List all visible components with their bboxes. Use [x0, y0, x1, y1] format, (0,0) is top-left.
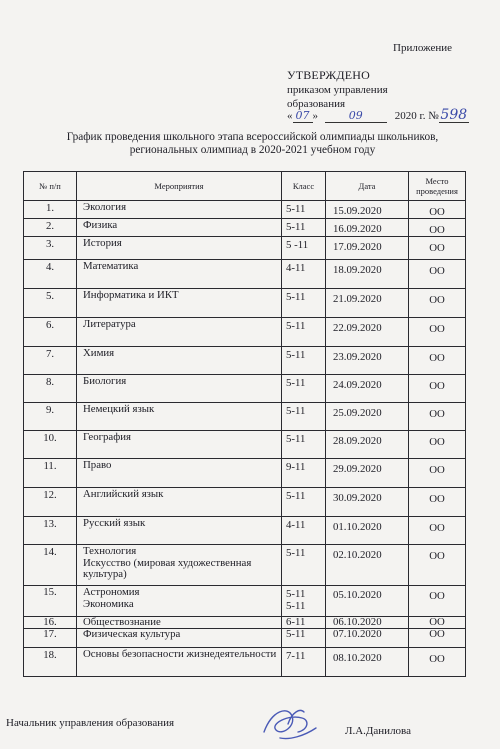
row-date: 24.09.2020 [326, 375, 409, 403]
row-place: ОО [409, 219, 466, 237]
signer-name: Л.А.Данилова [345, 725, 411, 737]
row-number: 2. [24, 219, 77, 237]
table-row [24, 201, 466, 219]
row-place: ОО [409, 403, 466, 431]
row-number: 5. [24, 289, 77, 318]
row-grade: 5-11 [282, 629, 326, 648]
row-place: ОО [409, 289, 466, 318]
table-row [24, 403, 466, 431]
row-event: Астрономия Экономика [77, 586, 282, 617]
order-line-2: образования [287, 98, 346, 110]
row-number: 15. [24, 586, 77, 617]
row-grade: 5-11 [282, 347, 326, 375]
row-place: ОО [409, 586, 466, 617]
appendix-label: Приложение [393, 42, 453, 54]
table-row [24, 347, 466, 375]
row-number: 13. [24, 517, 77, 545]
signature-image [258, 702, 322, 744]
row-grade: 5-11 [282, 545, 326, 586]
row-event: География [77, 431, 282, 459]
row-date: 16.09.2020 [326, 219, 409, 237]
row-date: 18.09.2020 [326, 260, 409, 289]
table-row [24, 237, 466, 260]
table-row [24, 629, 466, 648]
row-grade: 5-11 [282, 289, 326, 318]
date-year-suffix: 2020 г. № [394, 110, 439, 122]
row-number: 6. [24, 318, 77, 347]
row-place: ОО [409, 545, 466, 586]
table-row [24, 517, 466, 545]
row-grade: 5-11 [282, 318, 326, 347]
table-row [24, 431, 466, 459]
row-date: 23.09.2020 [326, 347, 409, 375]
row-event: Литература [77, 318, 282, 347]
row-date: 28.09.2020 [326, 431, 409, 459]
row-place: ОО [409, 318, 466, 347]
schedule-table [23, 171, 466, 677]
row-event: История [77, 237, 282, 260]
row-grade: 5 -11 [282, 237, 326, 260]
row-place: ОО [409, 648, 466, 677]
row-date: 21.09.2020 [326, 289, 409, 318]
table-header-row [24, 172, 466, 201]
row-place: ОО [409, 201, 466, 219]
row-date: 05.10.2020 [326, 586, 409, 617]
row-event: Право [77, 459, 282, 488]
table-row [24, 545, 466, 586]
row-place: ОО [409, 488, 466, 517]
row-grade: 5-11 [282, 431, 326, 459]
order-date-line [287, 109, 469, 123]
row-event: Английский язык [77, 488, 282, 517]
row-number: 16. [24, 617, 77, 629]
row-place: ОО [409, 617, 466, 629]
row-date: 17.09.2020 [326, 237, 409, 260]
row-number: 14. [24, 545, 77, 586]
table-row [24, 375, 466, 403]
order-line-1: приказом управления [287, 84, 388, 96]
signer-title: Начальник управления образования [6, 717, 175, 729]
row-event: Химия [77, 347, 282, 375]
row-place: ОО [409, 431, 466, 459]
row-number: 12. [24, 488, 77, 517]
row-date: 29.09.2020 [326, 459, 409, 488]
date-day: 07 [293, 109, 313, 123]
table-row [24, 648, 466, 677]
row-date: 22.09.2020 [326, 318, 409, 347]
row-number: 10. [24, 431, 77, 459]
row-event: Физика [77, 219, 282, 237]
header-grade: Класс [282, 172, 326, 201]
date-month: 09 [325, 109, 387, 123]
row-event: Экология [77, 201, 282, 219]
row-event: Технология Искусство (мировая художественная культура) [77, 545, 282, 586]
row-place: ОО [409, 347, 466, 375]
row-place: ОО [409, 237, 466, 260]
row-place: ОО [409, 629, 466, 648]
table-row [24, 289, 466, 318]
table-row [24, 459, 466, 488]
row-grade: 5-11 [282, 201, 326, 219]
header-number: № п/п [24, 172, 77, 201]
row-event: Математика [77, 260, 282, 289]
row-event: Обществознание [77, 617, 282, 629]
row-grade: 5-11 5-11 [282, 586, 326, 617]
table-row [24, 488, 466, 517]
row-grade: 7-11 [282, 648, 326, 677]
row-event: Основы безопасности жизнедеятельности [77, 648, 282, 677]
row-date: 06.10.2020 [326, 617, 409, 629]
row-date: 25.09.2020 [326, 403, 409, 431]
row-number: 1. [24, 201, 77, 219]
row-place: ОО [409, 260, 466, 289]
row-grade: 4-11 [282, 517, 326, 545]
date-close-quote: » [312, 110, 318, 122]
row-number: 7. [24, 347, 77, 375]
row-event: Русский язык [77, 517, 282, 545]
row-place: ОО [409, 517, 466, 545]
row-date: 08.10.2020 [326, 648, 409, 677]
row-date: 07.10.2020 [326, 629, 409, 648]
header-date: Дата [326, 172, 409, 201]
row-number: 4. [24, 260, 77, 289]
row-grade: 9-11 [282, 459, 326, 488]
row-number: 18. [24, 648, 77, 677]
row-place: ОО [409, 375, 466, 403]
date-open-quote: « [287, 110, 293, 122]
row-grade: 4-11 [282, 260, 326, 289]
row-event: Немецкий язык [77, 403, 282, 431]
row-date: 15.09.2020 [326, 201, 409, 219]
header-place: Место проведения [409, 172, 466, 201]
approved-stamp-label: УТВЕРЖДЕНО [287, 68, 371, 82]
row-date: 30.09.2020 [326, 488, 409, 517]
table-row [24, 617, 466, 629]
document-title: График проведения школьного этапа всероссийской олимпиады школьников, региональных олимпиад в 2020-2021 учебном году [66, 131, 439, 156]
row-grade: 6-11 [282, 617, 326, 629]
row-number: 8. [24, 375, 77, 403]
row-grade: 5-11 [282, 219, 326, 237]
row-grade: 5-11 [282, 375, 326, 403]
order-number: 598 [440, 107, 468, 123]
row-event: Информатика и ИКТ [77, 289, 282, 318]
row-place: ОО [409, 459, 466, 488]
table-row [24, 586, 466, 617]
row-grade: 5-11 [282, 403, 326, 431]
row-date: 01.10.2020 [326, 517, 409, 545]
table-row [24, 260, 466, 289]
row-number: 3. [24, 237, 77, 260]
row-date: 02.10.2020 [326, 545, 409, 586]
table-row [24, 318, 466, 347]
row-number: 17. [24, 629, 77, 648]
row-event: Биология [77, 375, 282, 403]
row-event: Физическая культура [77, 629, 282, 648]
table-row [24, 219, 466, 237]
header-event: Мероприятия [77, 172, 282, 201]
row-number: 11. [24, 459, 77, 488]
row-grade: 5-11 [282, 488, 326, 517]
row-number: 9. [24, 403, 77, 431]
